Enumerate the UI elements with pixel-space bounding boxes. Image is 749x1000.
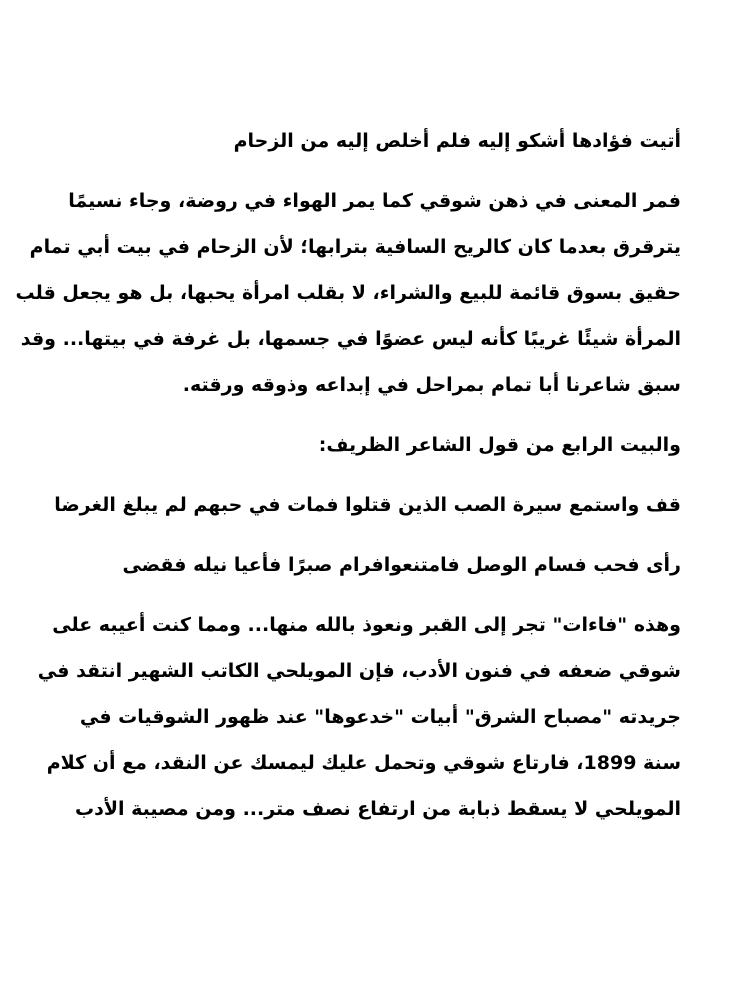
spacer bbox=[68, 164, 681, 178]
paragraph-1-line-5: سبق شاعرنا أبا تمام بمراحل في إبداعه وذوقه ورقته. bbox=[182, 374, 681, 396]
spacer bbox=[68, 408, 681, 422]
paragraph-1-line-3: حقيق بسوق قائمة للبيع والشراء، لا بقلب امرأة يحبها، بل هو يجعل قلب bbox=[15, 282, 681, 304]
paragraph-1 bbox=[15, 178, 681, 408]
paragraph-2-line-4: سنة 1899، فارتاع شوقي وتحمل عليك ليمسك عن النقد، مع أن كلام bbox=[46, 752, 681, 774]
intro-line: والبيت الرابع من قول الشاعر الظريف: bbox=[318, 434, 681, 456]
paragraph-2-line-5: المويلحي لا يسقط ذبابة من ارتفاع نصف متر... ومن مصيبة الأدب bbox=[75, 798, 681, 820]
paragraph-2-line-3: جريدته "مصباح الشرق" أبيات "خدعوها" عند ظهور الشوقيات في bbox=[79, 706, 681, 728]
spacer bbox=[68, 468, 681, 482]
opening-verse-line: أتيت فؤادها أشكو إليه فلم أخلص إليه من الزحام bbox=[233, 130, 681, 152]
paragraph-2-line-2: شوقي ضعفه في فنون الأدب، فإن المويلحي الكاتب الشهير انتقد في bbox=[37, 660, 681, 682]
verse-line-1: قف واستمع سيرة الصب الذين قتلوا فمات في حبهم لم يبلغ الغرضا bbox=[54, 494, 681, 516]
spacer bbox=[68, 528, 681, 542]
document-body bbox=[15, 118, 681, 832]
paragraph-1-line-2: يترقرق بعدما كان كالريح السافية بترابها؛ لأن الزحام في بيت أبي تمام bbox=[29, 236, 681, 258]
paragraph-1-line-1: فمر المعنى في ذهن شوقي كما يمر الهواء في روضة، وجاء نسيمًا bbox=[68, 190, 681, 212]
spacer bbox=[68, 588, 681, 602]
paragraph-1-line-4: المرأة شيئًا غريبًا كأنه ليس عضوًا في جسمها، بل غرفة في بيتها... وقد bbox=[20, 328, 681, 350]
verse-line-2: رأى فحب فسام الوصل فامتنعوافرام صبرًا فأعيا نيله فقضى bbox=[122, 554, 681, 576]
paragraph-2 bbox=[37, 602, 681, 832]
paragraph-2-line-1: وهذه "فاءات" تجر إلى القبر ونعوذ بالله منها... ومما كنت أعيبه على bbox=[52, 614, 681, 636]
